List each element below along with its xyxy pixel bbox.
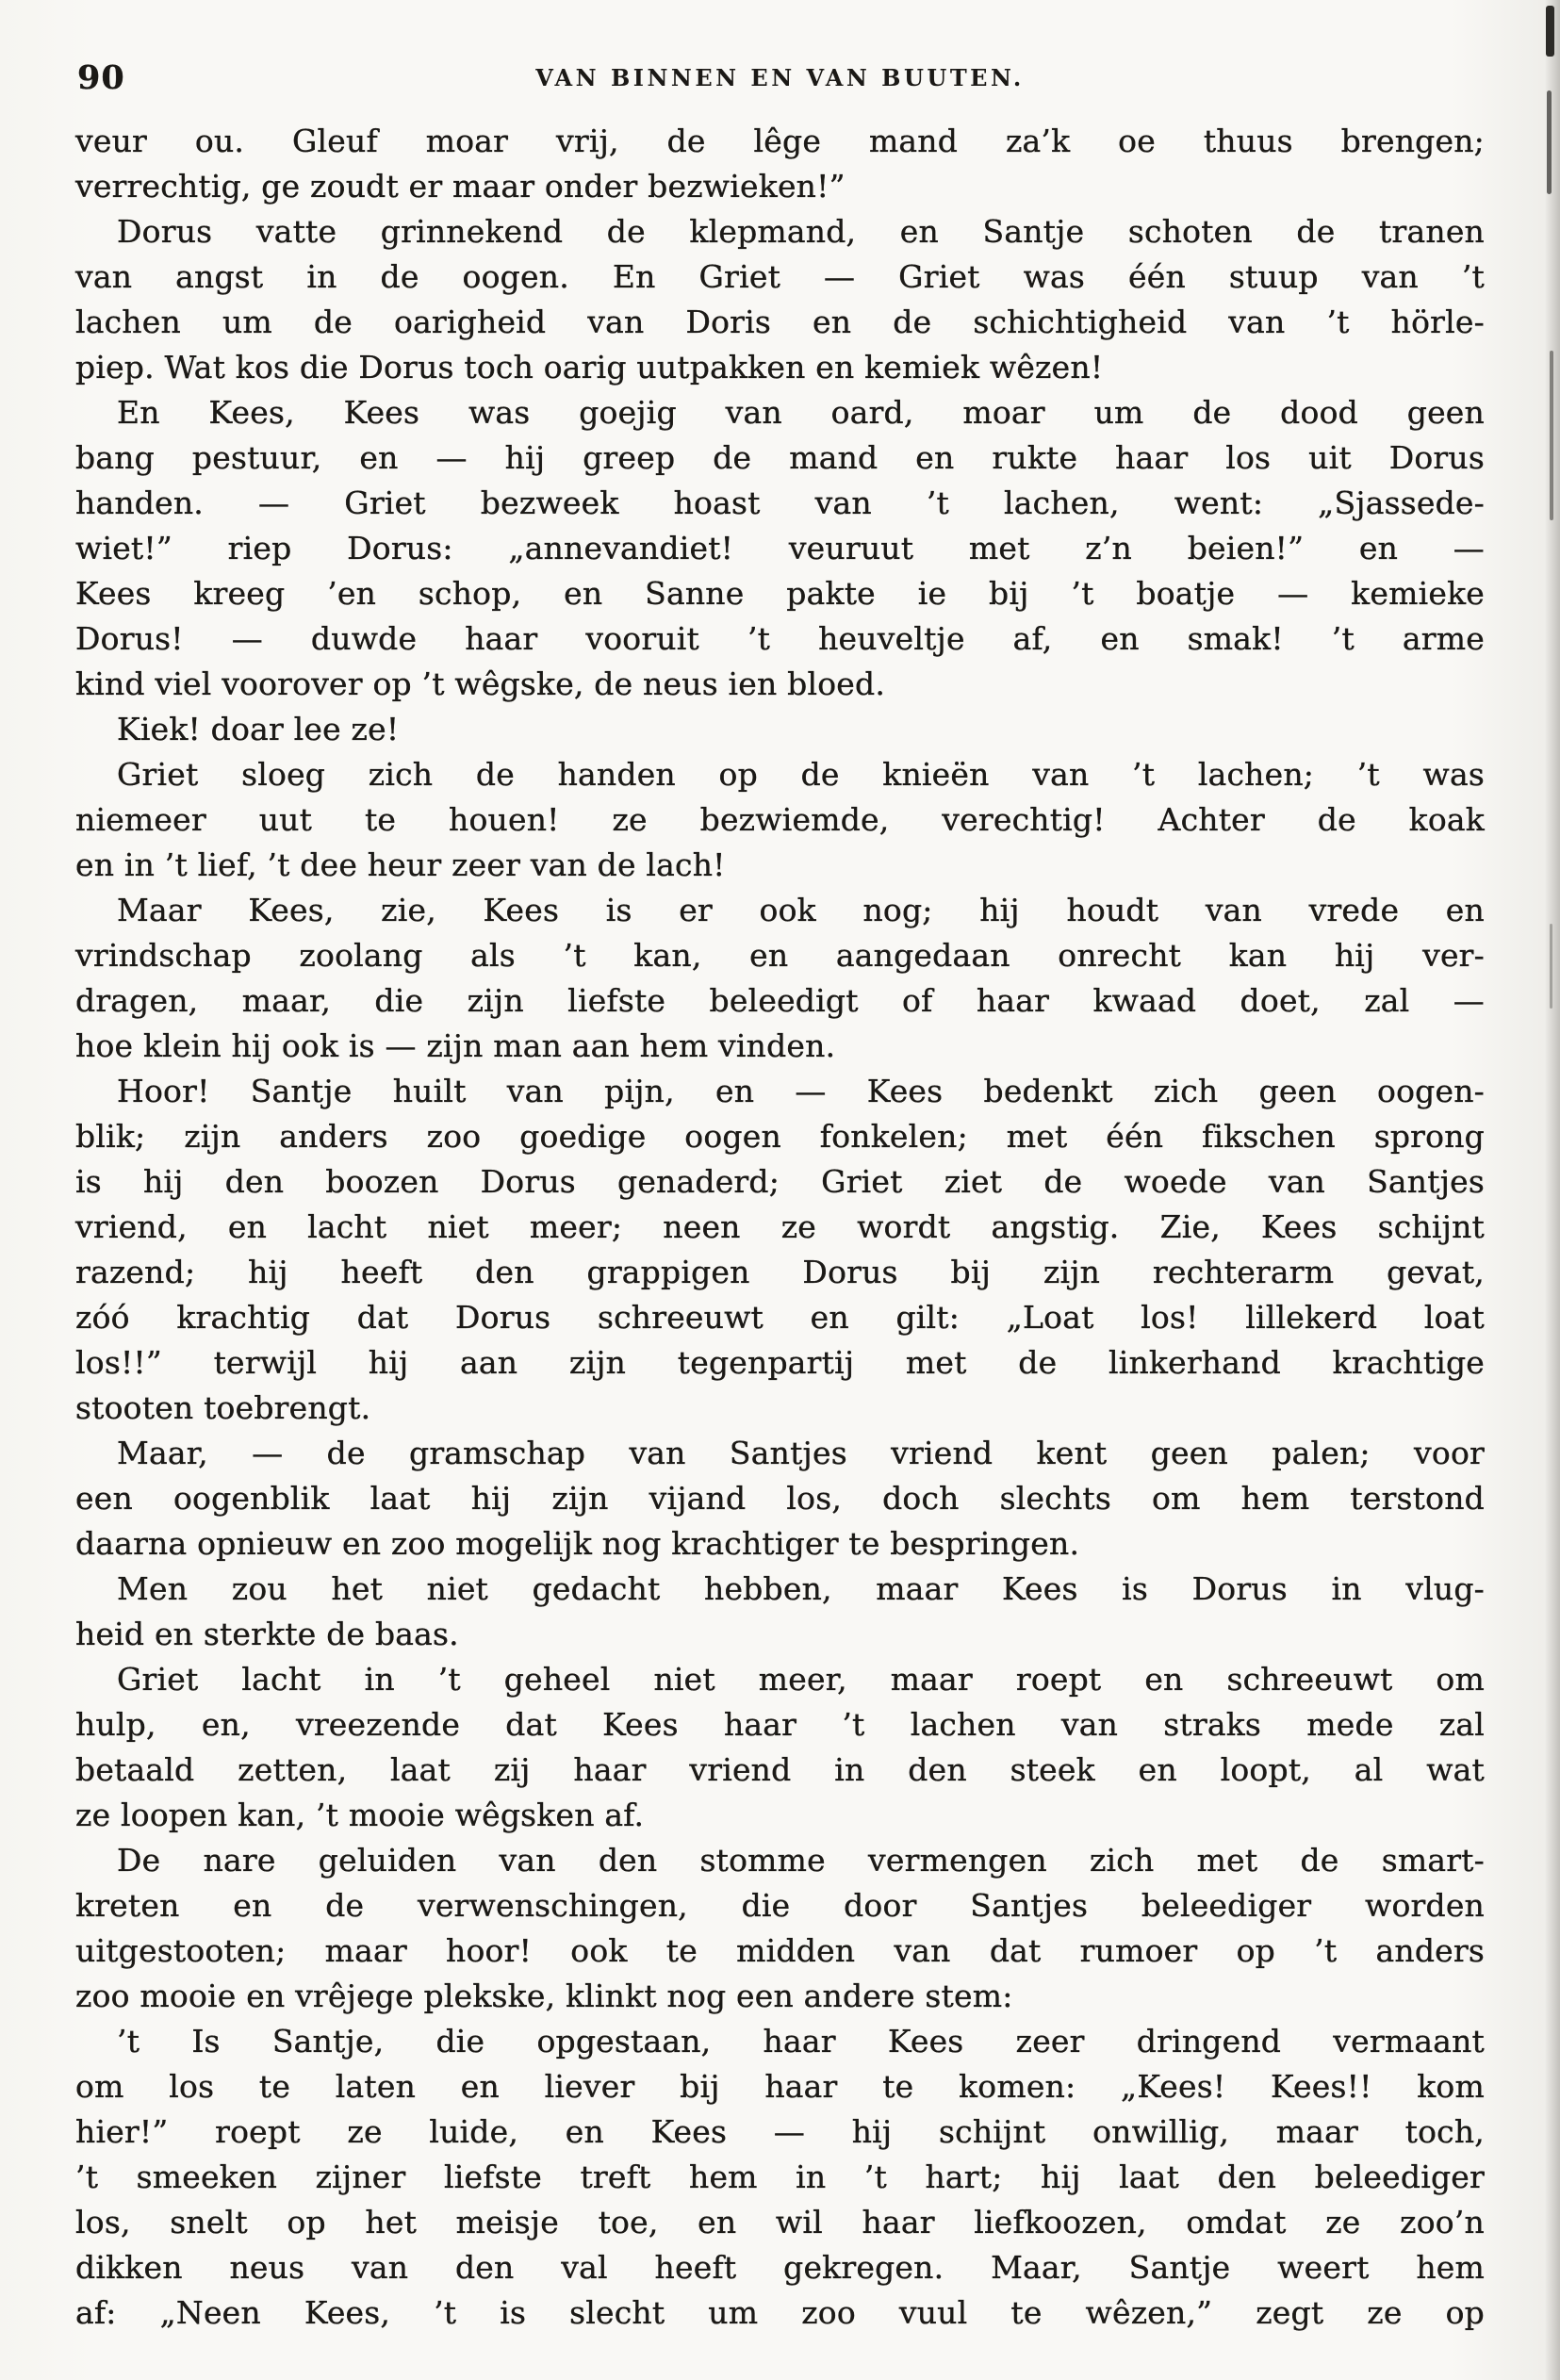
text-line: ’t smeeken zijner liefste treft hem in ’t hart; hij laat den beleediger (75, 2158, 1485, 2195)
text-line: Men zou het niet gedacht hebben, maar Kees is Dorus in vlug- (117, 1570, 1485, 1607)
text-line: vrindschap zoolang als ’t kan, en aangedaan onrecht kan hij ver- (75, 937, 1485, 974)
scan-artifact (1550, 924, 1552, 1009)
text-line: Dorus! — duwde haar vooruit ’t heuveltje af, en smak! ’t arme (75, 620, 1485, 657)
text-line: lachen um de oarigheid van Doris en de schichtigheid van ’t hörle- (75, 304, 1485, 340)
text-line: Griet sloeg zich de handen op de knieën van ’t lachen; ’t was (117, 756, 1485, 793)
page-number: 90 (77, 58, 125, 97)
text-line: Maar, — de gramschap van Santjes vriend kent geen palen; voor (117, 1435, 1485, 1471)
page-body (75, 119, 1485, 2336)
text-line: betaald zetten, laat zij haar vriend in den steek en loopt, al wat (75, 1751, 1485, 1788)
text-line: vriend, en lacht niet meer; neen ze wordt angstig. Zie, Kees schijnt (75, 1208, 1485, 1245)
text-line: van angst in de oogen. En Griet — Griet was één stuup van ’t (75, 258, 1485, 295)
text-line: een oogenblik laat hij zijn vijand los, doch slechts om hem terstond (75, 1480, 1485, 1517)
text-line: wiet!” riep Dorus: „annevandiet! veuruut met z’n beien!” en — (75, 530, 1485, 566)
text-line: dikken neus van den val heeft gekregen. Maar, Santje weert hem (75, 2249, 1485, 2286)
text-line: razend; hij heeft den grappigen Dorus bij zijn rechterarm gevat, (75, 1254, 1485, 1290)
text-line: verrechtig, ge zoudt er maar onder bezwieken!” (75, 168, 846, 205)
text-line: dragen, maar, die zijn liefste beleedigt of haar kwaad doet, zal — (75, 982, 1485, 1019)
text-line: De nare geluiden van den stomme vermengen zich met de smart- (117, 1842, 1485, 1879)
running-header (75, 58, 1485, 104)
text-line: is hij den boozen Dorus genaderd; Griet ziet de woede van Santjes (75, 1163, 1485, 1200)
text-line: handen. — Griet bezweek hoast van ’t lachen, went: „Sjassede- (75, 484, 1485, 521)
text-line: ’t Is Santje, die opgestaan, haar Kees zeer dringend vermaant (117, 2023, 1485, 2060)
text-line: en in ’t lief, ’t dee heur zeer van de lach! (75, 846, 726, 883)
text-line: hoe klein hij ook is — zijn man aan hem vinden. (75, 1027, 836, 1064)
text-line: Kiek! doar lee ze! (117, 711, 400, 747)
text-line: Griet lacht in ’t geheel niet meer, maar roept en schreeuwt om (117, 1661, 1485, 1698)
text-line: uitgestooten; maar hoor! ook te midden van dat rumoer op ’t anders (75, 1932, 1485, 1969)
scan-artifact (1547, 90, 1552, 194)
text-line: piep. Wat kos die Dorus toch oarig uutpakken en kemiek wêzen! (75, 349, 1104, 386)
text-line: blik; zijn anders zoo goedige oogen fonkelen; met één fikschen sprong (75, 1118, 1485, 1155)
text-line: En Kees, Kees was goejig van oard, moar um de dood geen (117, 394, 1485, 431)
text-line: Dorus vatte grinnekend de klepmand, en Santje schoten de tranen (117, 213, 1485, 250)
text-line: af: „Neen Kees, ’t is slecht um zoo vuul te wêzen,” zegt ze op (75, 2294, 1485, 2331)
text-line: Hoor! Santje huilt van pijn, en — Kees bedenkt zich geen oogen- (117, 1073, 1485, 1109)
scan-artifact (1546, 6, 1554, 57)
text-line: los!!” terwijl hij aan zijn tegenpartij met de linkerhand krachtige (75, 1344, 1485, 1381)
text-line: kreten en de verwenschingen, die door Santjes beleediger worden (75, 1887, 1485, 1924)
text-line: bang pestuur, en — hij greep de mand en rukte haar los uit Dorus (75, 439, 1485, 476)
running-title: VAN BINNEN EN VAN BUUTEN. (535, 64, 1025, 91)
text-line: zóó krachtig dat Dorus schreeuwt en gilt: „Loat los! lillekerd loat (75, 1299, 1485, 1336)
text-line: Maar Kees, zie, Kees is er ook nog; hij houdt van vrede en (117, 892, 1485, 928)
text-line: hier!” roept ze luide, en Kees — hij schijnt onwillig, maar toch, (75, 2113, 1485, 2150)
scan-artifact (1550, 351, 1553, 520)
text-line: los, snelt op het meisje toe, en wil haar liefkoozen, omdat ze zoo’n (75, 2204, 1485, 2240)
text-line: veur ou. Gleuf moar vrij, de lêge mand za’k oe thuus brengen; (75, 123, 1485, 159)
text-line: niemeer uut te houen! ze bezwiemde, verechtig! Achter de koak (75, 801, 1485, 838)
text-line: daarna opnieuw en zoo mogelijk nog krachtiger te bespringen. (75, 1525, 1080, 1562)
text-line: stooten toebrengt. (75, 1389, 371, 1426)
text-line: kind viel voorover op ’t wêgske, de neus ien bloed. (75, 665, 886, 702)
text-line: hulp, en, vreezende dat Kees haar ’t lachen van straks mede zal (75, 1706, 1485, 1743)
text-line: zoo mooie en vrêjege plekske, klinkt nog een andere stem: (75, 1978, 1013, 2014)
text-line: om los te laten en liever bij haar te komen: „Kees! Kees!! kom (75, 2068, 1485, 2105)
text-line: heid en sterkte de baas. (75, 1616, 459, 1652)
text-line: Kees kreeg ’en schop, en Sanne pakte ie bij ’t boatje — kemieke (75, 575, 1485, 612)
text-line: ze loopen kan, ’t mooie wêgsken af. (75, 1797, 645, 1833)
